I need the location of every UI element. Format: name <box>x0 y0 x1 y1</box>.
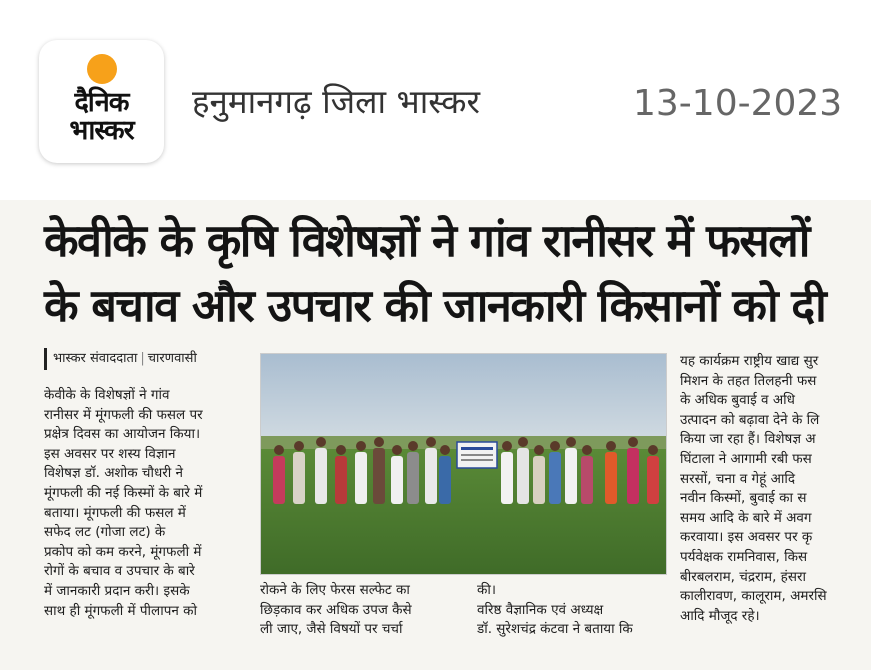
person-head <box>336 445 346 455</box>
headline-line1: केवीके के कृषि विशेषज्ञों ने गांव रानीसर में फसलों <box>44 214 809 267</box>
text-line: बीरबलराम, चंद्रराम, हंसरा <box>680 568 806 585</box>
text-line: रोगों के बचाव व उपचार के बारे <box>44 563 195 580</box>
text-line: बताया। मूंगफली की फसल में <box>44 504 186 521</box>
person-figure <box>373 448 385 504</box>
article-clipping <box>0 200 871 670</box>
person-figure <box>501 452 513 504</box>
person-head <box>550 441 560 451</box>
field-day-photo-svg <box>261 354 667 575</box>
text-line: उत्पादन को बढ़ावा देने के लि <box>680 411 820 428</box>
person-figure <box>581 456 593 504</box>
logo-text-line1: दैनिक <box>74 87 129 118</box>
person-head <box>440 445 450 455</box>
article-column-middle-a <box>260 581 472 640</box>
person-figure <box>439 456 451 504</box>
person-head <box>606 441 616 451</box>
text-line: ली जाए, जैसे विषयों पर चर्चा <box>260 621 403 638</box>
person-head <box>648 445 658 455</box>
person-head <box>274 445 284 455</box>
text-line: कालीरावण, कालूराम, अमरसि <box>680 588 827 605</box>
text-line: में जानकारी प्रदान करी। इसके <box>44 582 190 599</box>
text-line: किया जा रहा हैं। विशेषज्ञ अ <box>680 431 816 448</box>
person-figure <box>605 452 617 504</box>
article-column-right <box>680 352 871 626</box>
person-figure <box>517 448 529 504</box>
person-head <box>316 437 326 447</box>
text-line: मिशन के तहत तिलहनी फस <box>680 372 817 389</box>
person-head <box>582 445 592 455</box>
byline-source: भास्कर संवाददाता <box>53 351 138 366</box>
person-head <box>294 441 304 451</box>
person-figure <box>627 448 639 504</box>
text-line: साथ ही मूंगफली में पीलापन को <box>44 602 198 619</box>
text-line: वरिष्ठ वैज्ञानिक एवं अध्यक्ष <box>477 601 604 618</box>
person-head <box>534 445 544 455</box>
article-photo <box>260 353 667 575</box>
person-head <box>628 437 638 447</box>
text-line: घिंटाला ने आगामी रबी फस <box>680 450 812 467</box>
text-line: प्रकोप को कम करने, मूंगफली में <box>44 543 202 560</box>
text-line: के अधिक बुवाई व अधि <box>680 392 795 409</box>
person-head <box>518 437 528 447</box>
text-line: आदि मौजूद रहे। <box>680 607 760 624</box>
publication-date: 13-10-2023 <box>633 83 843 124</box>
article-column-left <box>44 386 248 621</box>
person-figure <box>293 452 305 504</box>
person-figure <box>407 452 419 504</box>
person-figure <box>647 456 659 504</box>
text-line: डॉ. सुरेशचंद्र कंटवा ने बताया कि <box>477 621 633 638</box>
text-line: रानीसर में मूंगफली की फसल पर <box>44 406 203 423</box>
logo-text-line2: भास्कर <box>69 115 134 146</box>
person-figure <box>391 456 403 504</box>
text-line: की। <box>477 582 496 598</box>
byline-separator: | <box>140 351 145 366</box>
text-line: सरसों, चना व गेहूं आदि <box>680 470 796 487</box>
text-line: पर्यवेक्षक रामनिवास, किस <box>680 548 808 565</box>
headline-line2: के बचाव और उपचार की जानकारी किसानों को दी <box>44 279 826 332</box>
dainik-bhaskar-logo[interactable] <box>39 40 164 163</box>
text-line: विशेषज्ञ डॉ. अशोक चौधरी ने <box>44 465 184 482</box>
text-line: मूंगफली की नई किस्मों के बारे में <box>44 484 203 501</box>
text-line: सफेद लट (गोजा लट) के <box>44 524 166 541</box>
text-line: यह कार्यक्रम राष्ट्रीय खाद्य सुर <box>680 353 819 369</box>
person-head <box>374 437 384 447</box>
person-figure <box>355 452 367 504</box>
text-line: करवाया। इस अवसर पर कृ <box>680 529 813 546</box>
sky-area <box>261 354 667 449</box>
text-line: छिड़काव कर अधिक उपज कैसे <box>260 601 412 618</box>
byline-place: चारणवासी <box>147 351 197 366</box>
text-line: केवीके के विशेषज्ञों ने गांव <box>44 387 170 403</box>
person-figure <box>549 452 561 504</box>
person-figure <box>425 448 437 504</box>
text-line: समय आदि के बारे में अवग <box>680 509 812 526</box>
person-head <box>502 441 512 451</box>
person-figure <box>565 448 577 504</box>
person-head <box>356 441 366 451</box>
edition-title: हनुमानगढ़ जिला भास्कर <box>192 82 480 121</box>
person-head <box>408 441 418 451</box>
person-figure <box>533 456 545 504</box>
person-figure <box>335 456 347 504</box>
text-line: रोकने के लिए फेरस सल्फेट का <box>260 582 410 598</box>
sun-icon <box>87 54 117 84</box>
article-column-middle-b <box>477 581 671 640</box>
text-line: इस अवसर पर शस्य विज्ञान <box>44 445 176 462</box>
person-figure <box>273 456 285 504</box>
text-line: नवीन किस्मों, बुवाई का स <box>680 490 807 507</box>
byline <box>44 348 197 370</box>
person-figure <box>315 448 327 504</box>
person-head <box>426 437 436 447</box>
person-head <box>566 437 576 447</box>
person-head <box>392 445 402 455</box>
text-line: प्रक्षेत्र दिवस का आयोजन किया। <box>44 426 201 443</box>
